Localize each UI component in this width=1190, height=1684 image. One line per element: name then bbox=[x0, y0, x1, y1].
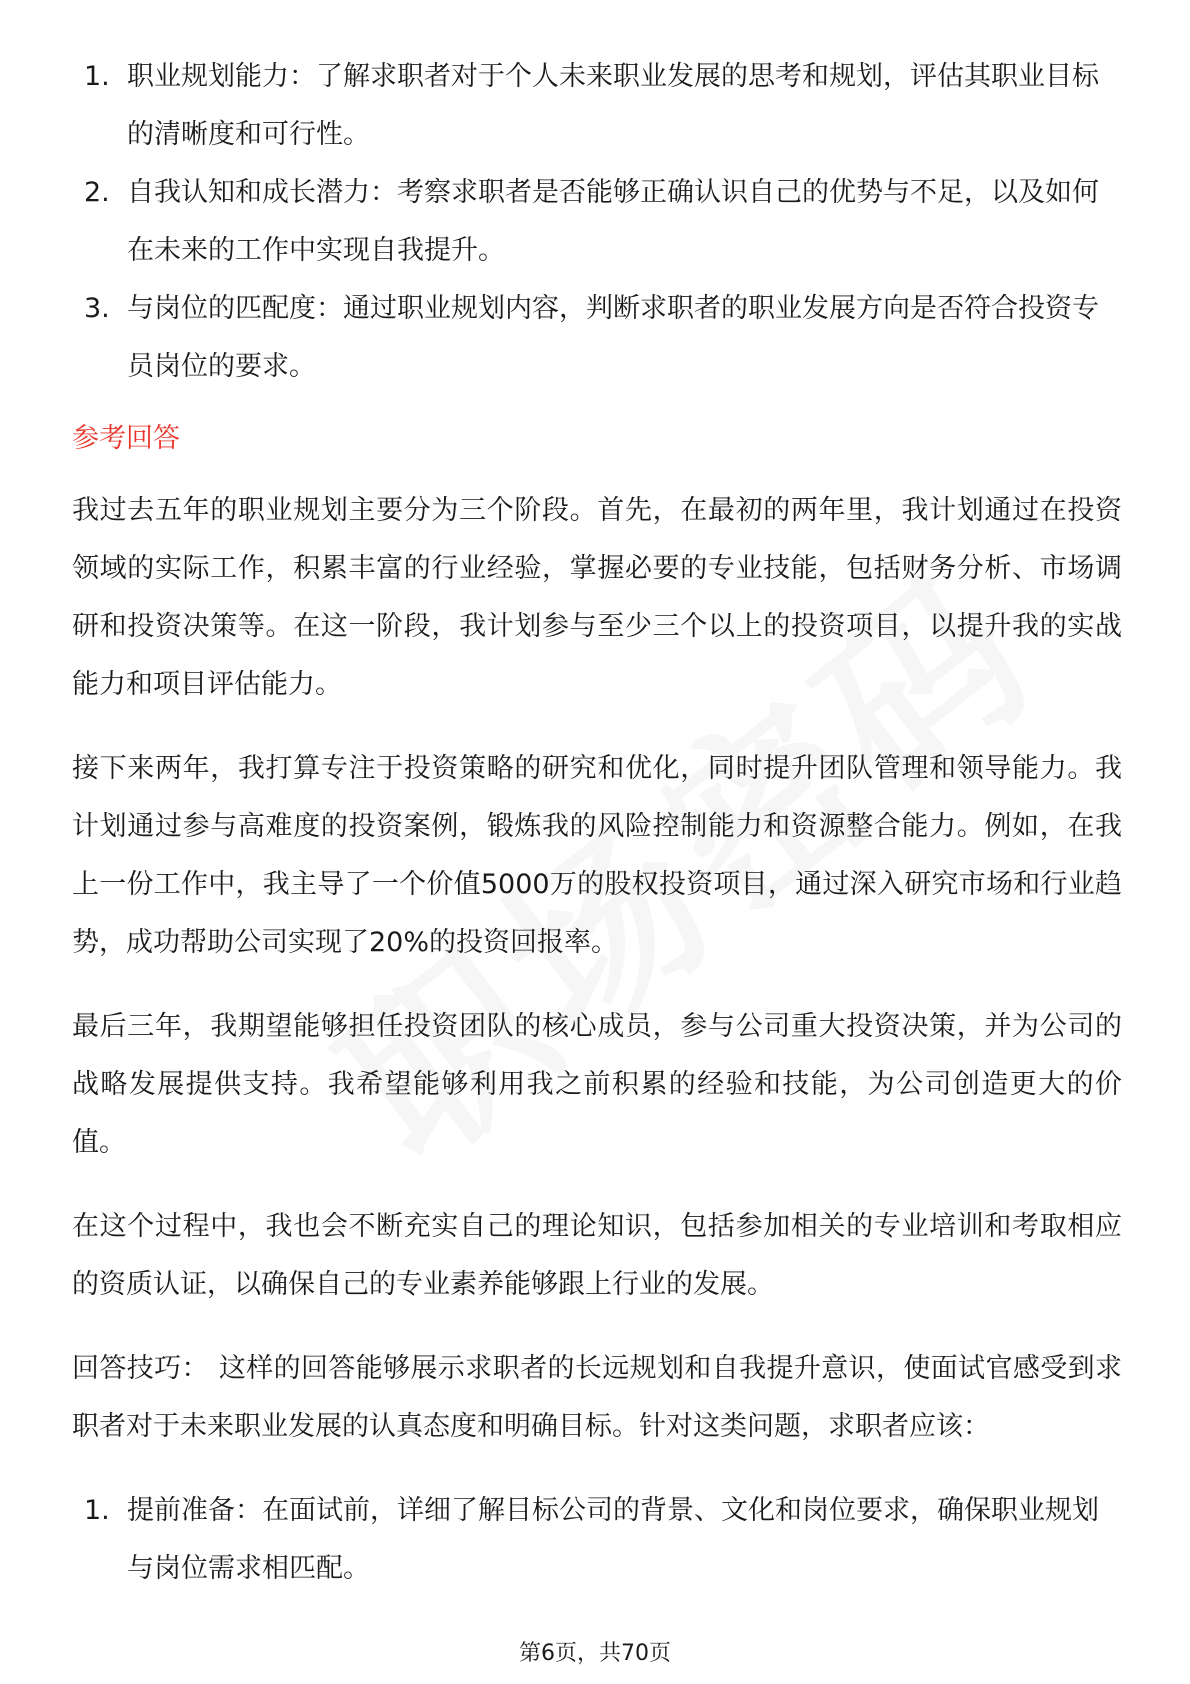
page-number-footer: 第6页，共70页 bbox=[519, 1641, 671, 1666]
answer-tips-paragraph bbox=[72, 1340, 1122, 1456]
reference-answer-heading: 参考回答 bbox=[72, 423, 180, 454]
list-number: 2. bbox=[84, 177, 110, 208]
list-item-text: 了解求职者对于个人未来职业发展的思考和规划，评估其职业目标的清晰度和可行性。 bbox=[127, 61, 1099, 150]
list-number: 1. bbox=[84, 61, 110, 92]
list-item bbox=[72, 48, 1122, 164]
tips-list bbox=[72, 1482, 1122, 1598]
answer-paragraph: 最后三年，我期望能够担任投资团队的核心成员，参与公司重大投资决策，并为公司的战略发展提供支持。我希望能够利用我之前积累的经验和技能，为公司创造更大的价值。 bbox=[72, 1011, 1122, 1158]
answer-paragraph: 我过去五年的职业规划主要分为三个阶段。首先，在最初的两年里，我计划通过在投资领域的实际工作，积累丰富的行业经验，掌握必要的专业技能，包括财务分析、市场调研和投资决策等。在这一阶段，我计划参与至少三个以上的投资项目，以提升我的实战能力和项目评估能力。 bbox=[72, 495, 1122, 700]
list-item-text: 通过职业规划内容，判断求职者的职业发展方向是否符合投资专员岗位的要求。 bbox=[127, 293, 1099, 382]
list-item bbox=[72, 164, 1122, 280]
list-item-title: 提前准备： bbox=[127, 1495, 262, 1526]
answer-paragraph: 接下来两年，我打算专注于投资策略的研究和优化，同时提升团队管理和领导能力。我计划通过参与高难度的投资案例，锻炼我的风险控制能力和资源整合能力。例如，在我上一份工作中，我主导了一个价值5000万的股权投资项目，通过深入研究市场和行业趋势，成功帮助公司实现了20%的投资回报率。 bbox=[72, 753, 1122, 958]
evaluation-points-list bbox=[72, 48, 1122, 396]
answer-paragraph: 在这个过程中，我也会不断充实自己的理论知识，包括参加相关的专业培训和考取相应的资质认证，以确保自己的专业素养能够跟上行业的发展。 bbox=[72, 1211, 1122, 1300]
list-number: 1. bbox=[84, 1495, 110, 1526]
list-item bbox=[72, 280, 1122, 396]
list-item-title: 与岗位的匹配度： bbox=[127, 293, 343, 324]
list-number: 3. bbox=[84, 293, 110, 324]
answer-tips-label: 回答技巧： bbox=[72, 1353, 209, 1384]
list-item bbox=[72, 1482, 1122, 1598]
page-content bbox=[72, 48, 1122, 1598]
list-item-title: 自我认知和成长潜力： bbox=[127, 177, 397, 208]
list-item-text: 考察求职者是否能够正确认识自己的优势与不足，以及如何在未来的工作中实现自我提升。 bbox=[127, 177, 1099, 266]
list-item-text: 在面试前，详细了解目标公司的背景、文化和岗位要求，确保职业规划与岗位需求相匹配。 bbox=[127, 1495, 1099, 1584]
answer-tips-text: 这样的回答能够展示求职者的长远规划和自我提升意识，使面试官感受到求职者对于未来职业发展的认真态度和明确目标。针对这类问题，求职者应该： bbox=[72, 1353, 1123, 1442]
list-item-title: 职业规划能力： bbox=[127, 61, 316, 92]
